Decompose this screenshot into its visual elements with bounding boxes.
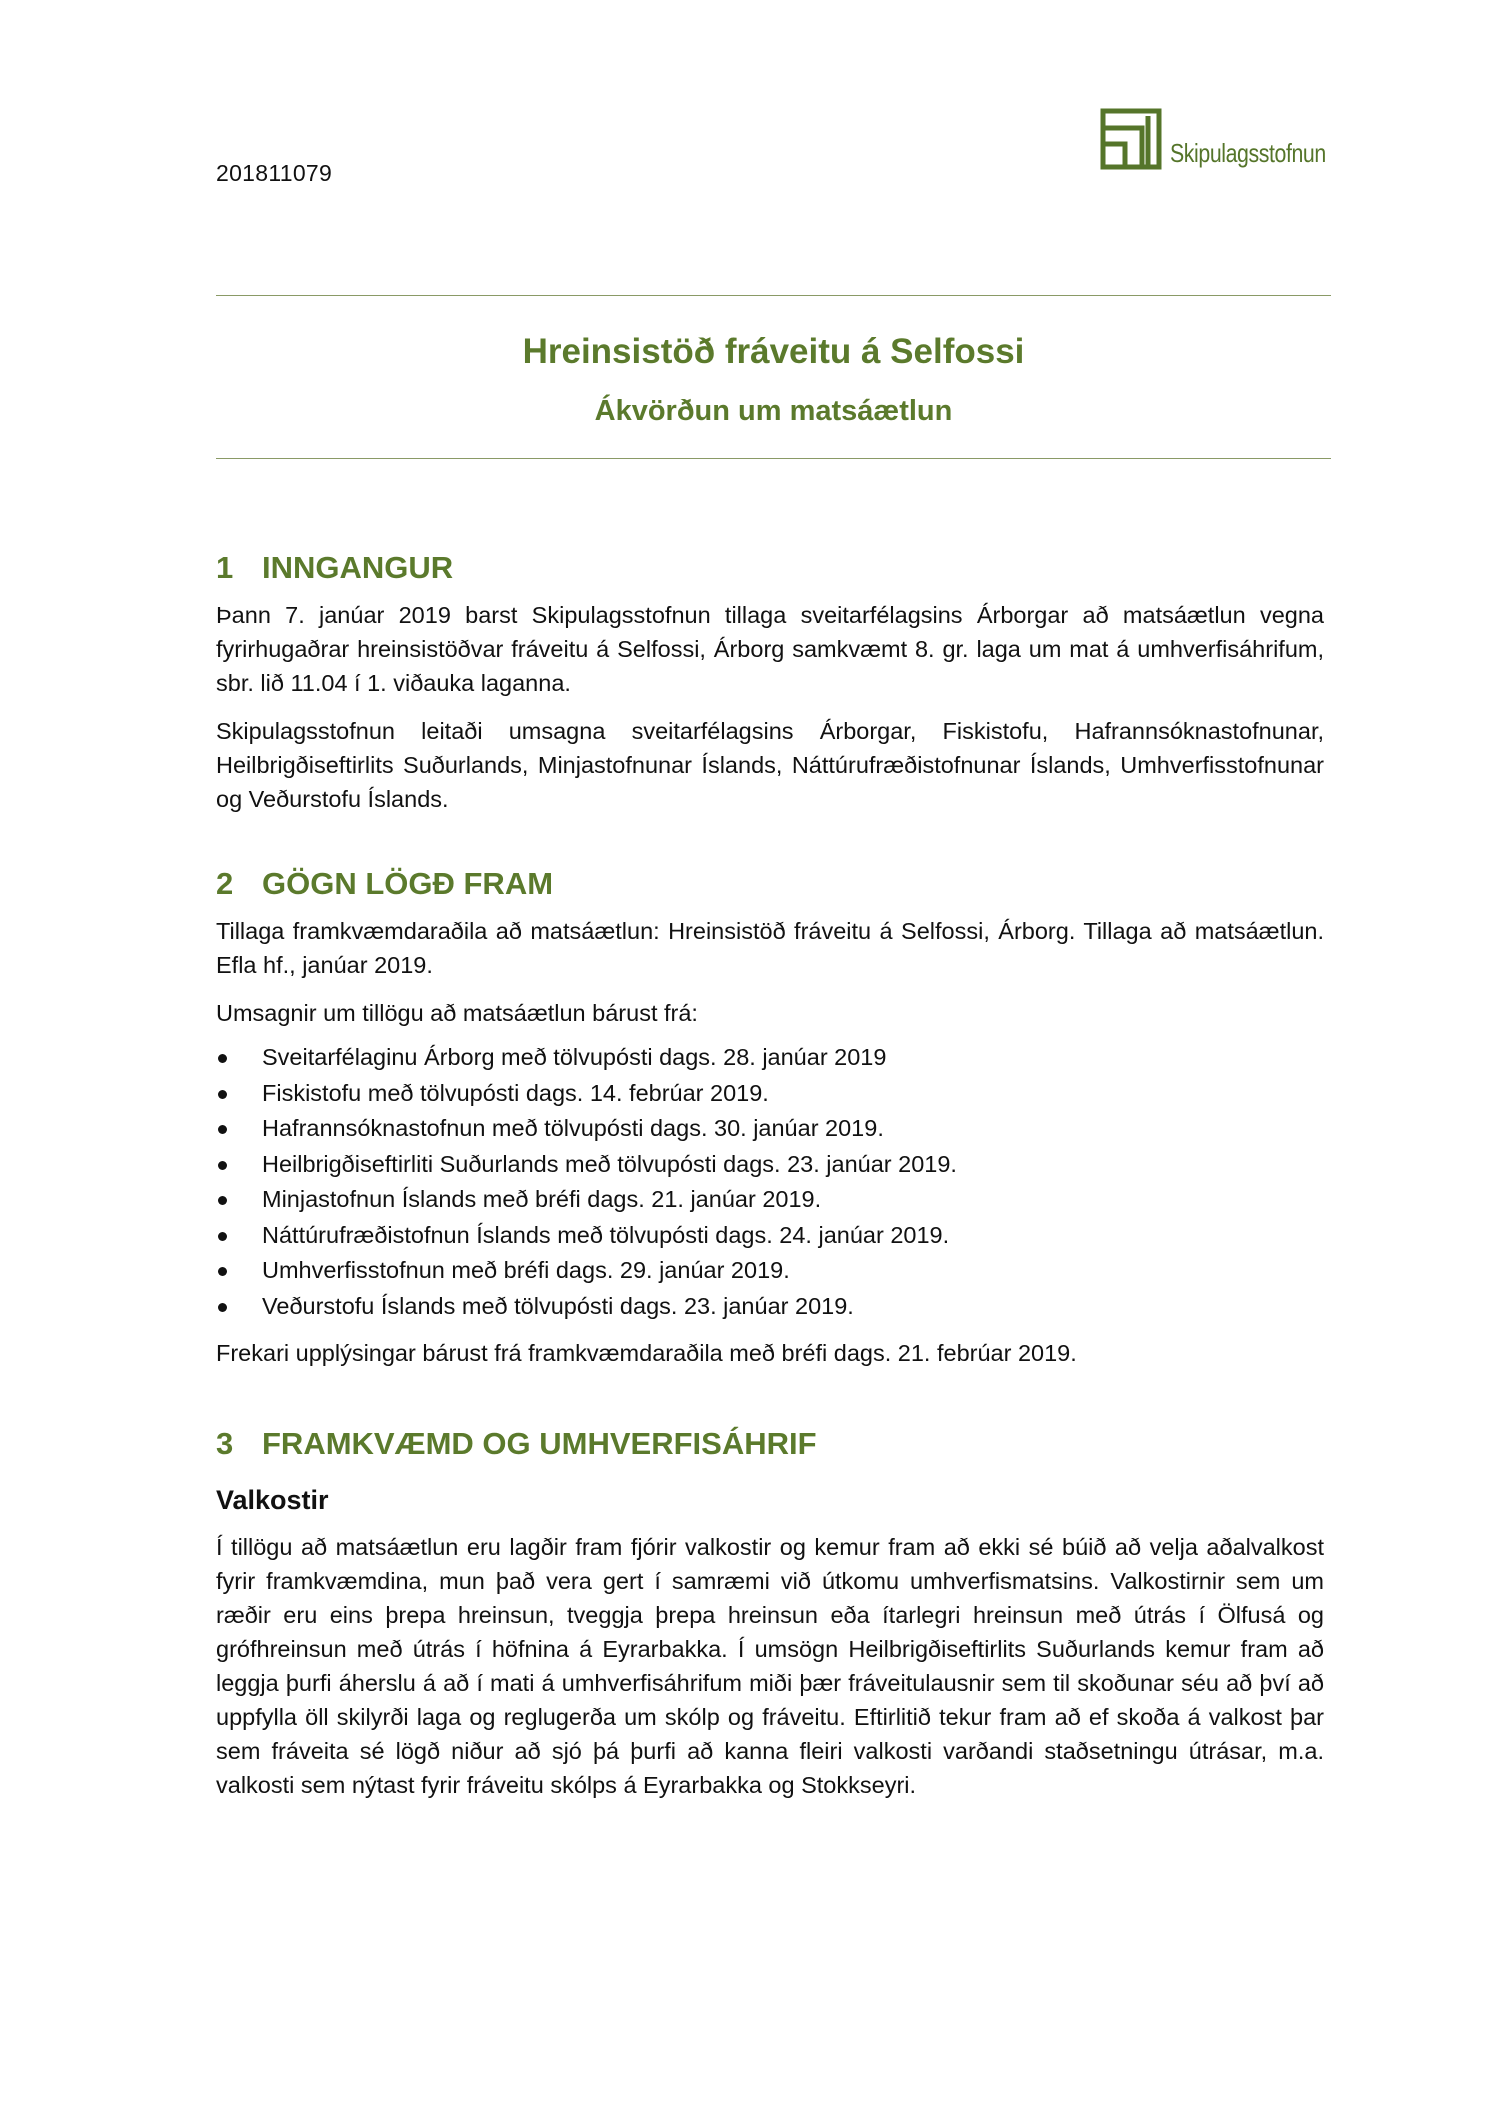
list-item xyxy=(216,1111,1324,1147)
section-heading xyxy=(216,1424,1324,1464)
title-rule-top xyxy=(216,295,1331,296)
list-item-text: Heilbrigðiseftirliti Suðurlands með tölvupósti dags. 23. janúar 2019. xyxy=(262,1150,957,1177)
paragraph: Tillaga framkvæmdaraðila að matsáætlun: Hreinsistöð fráveitu á Selfossi, Árborg. Tillaga að matsáætlun. Efla hf., janúar 2019. xyxy=(216,918,1324,978)
list-item xyxy=(216,1040,1324,1076)
list-item xyxy=(216,1147,1324,1183)
section-title: INNGANGUR xyxy=(262,550,454,585)
skipulagsstofnun-logo-icon xyxy=(1100,108,1162,170)
paragraph: Frekari upplýsingar bárust frá framkvæmdaraðila með bréfi dags. 21. febrúar 2019. xyxy=(216,1340,1077,1366)
bullet-icon xyxy=(218,1054,227,1063)
list-item xyxy=(216,1076,1324,1112)
bullet-icon xyxy=(218,1267,227,1276)
logo-text: Skipulagsstofnun xyxy=(1170,138,1326,168)
bullet-icon xyxy=(218,1090,227,1099)
document-subtitle: Ákvörðun um matsáætlun xyxy=(594,395,953,427)
list-item-text: Veðurstofu Íslands með tölvupósti dags. 23. janúar 2019. xyxy=(262,1292,854,1319)
reviews-list xyxy=(216,1040,1324,1324)
section-number: 1 xyxy=(216,550,234,585)
paragraph: Í tillögu að matsáætlun eru lagðir fram fjórir valkostir og kemur fram að ekki sé búið að velja aðalvalkost fyrir framkvæmdina, mun það vera gert í samræmi við útkomu umhverfismatsins. Valkostirnir sem um ræðir eru eins þrepa hreinsun, tveggja þrepa hreinsun eða ítarlegri hreinsun með útrás í Ölfusá og grófhreinsun með útrás í höfnina á Eyrarbakka. Í umsögn Heilbrigðiseftirlits Suðurlands kemur fram að leggja þurfi áherslu á að í mati á umhverfisáhrifum miði þær fráveitulausnir sem til skoðunar séu að því að uppfylla öll skilyrði laga og reglugerða um skólp og fráveitu. Eftirlitið tekur fram að ef skoða á valkost þar sem fráveita sé lögð niður að sjó þá þurfi að kanna fleiri valkosti varðandi staðsetningu útrásar, m.a. valkosti sem nýtast fyrir fráveitu skólps á Eyrarbakka og Stokkseyri. xyxy=(216,1534,1324,1798)
list-item-text: Hafrannsóknastofnun með tölvupósti dags. 30. janúar 2019. xyxy=(262,1115,884,1141)
section-title: FRAMKVÆMD OG UMHVERFISÁHRIF xyxy=(262,1426,817,1461)
section-project-and-impacts xyxy=(216,1424,1324,1802)
section-heading xyxy=(216,864,1324,904)
section-heading xyxy=(216,548,1324,588)
paragraph: Þann 7. janúar 2019 barst Skipulagsstofnun tillaga sveitarfélagsins Árborgar að matsáætlun vegna fyrirhugaðrar hreinsistöðvar fráveitu á Selfossi, Árborg samkvæmt 8. gr. laga um mat á umhverfisáhrifum, sbr. lið 11.04 í 1. viðauka laganna. xyxy=(216,602,1324,696)
document-title: Hreinsistöð fráveitu á Selfossi xyxy=(522,332,1025,371)
bullet-icon xyxy=(218,1125,227,1134)
bullet-icon xyxy=(218,1232,227,1241)
list-item xyxy=(216,1253,1324,1289)
list-item xyxy=(216,1182,1324,1218)
paragraph: Umsagnir um tillögu að matsáætlun bárust frá: xyxy=(216,1000,698,1026)
paragraph: Skipulagsstofnun leitaði umsagna sveitarfélagsins Árborgar, Fiskistofu, Hafrannsóknastofnunar, Heilbrigðiseftirlits Suðurlands, Minjastofnunar Íslands, Náttúrufræðistofnunar Íslands, Umhverfisstofnunar og Veðurstofu Íslands. xyxy=(216,718,1324,812)
section-number: 2 xyxy=(216,866,234,901)
document-number: 201811079 xyxy=(216,160,333,186)
section-documents xyxy=(216,864,1324,1370)
logo xyxy=(1100,108,1360,170)
title-rule-bottom xyxy=(216,458,1331,459)
list-item-text: Fiskistofu með tölvupósti dags. 14. febrúar 2019. xyxy=(262,1079,769,1106)
list-item xyxy=(216,1289,1324,1325)
section-number: 3 xyxy=(216,1426,234,1461)
bullet-icon xyxy=(218,1303,227,1312)
bullet-icon xyxy=(218,1161,227,1170)
bullet-icon xyxy=(218,1196,227,1205)
list-item-text: Umhverfisstofnun með bréfi dags. 29. janúar 2019. xyxy=(262,1257,790,1283)
list-item-text: Sveitarfélaginu Árborg með tölvupósti dags. 28. janúar 2019 xyxy=(262,1044,887,1070)
list-item-text: Náttúrufræðistofnun Íslands með tölvupósti dags. 24. janúar 2019. xyxy=(262,1221,950,1248)
subsection-heading: Valkostir xyxy=(216,1485,329,1515)
list-item-text: Minjastofnun Íslands með bréfi dags. 21. janúar 2019. xyxy=(262,1186,822,1212)
document-body xyxy=(216,548,1324,1802)
section-title: GÖGN LÖGÐ FRAM xyxy=(262,866,554,901)
section-introduction xyxy=(216,548,1324,816)
list-item xyxy=(216,1218,1324,1254)
